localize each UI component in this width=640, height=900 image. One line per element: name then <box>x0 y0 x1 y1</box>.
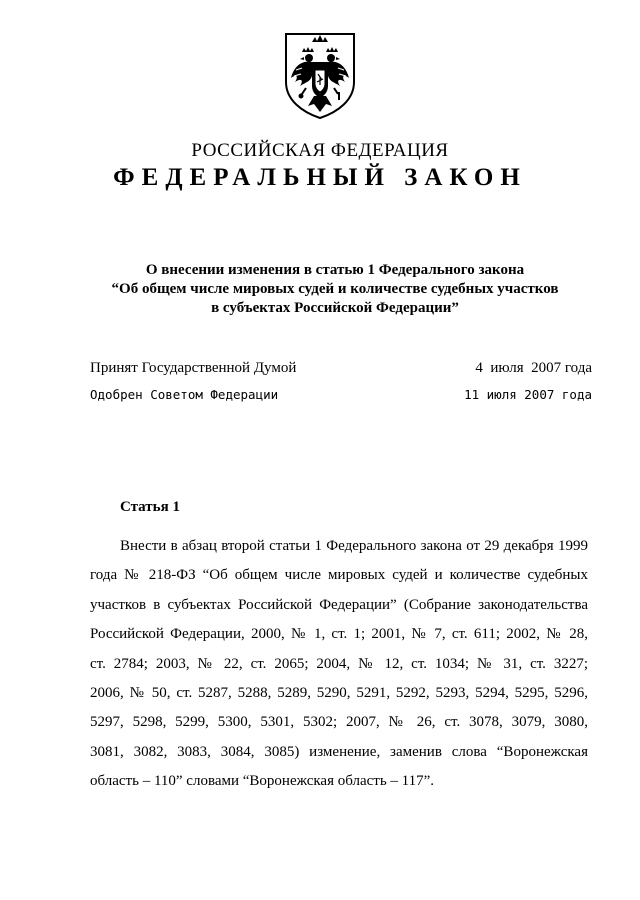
law-title-line: О внесении изменения в статью 1 Федерального закона <box>145 262 525 278</box>
adoption-council-date: 11 июля 2007 года <box>464 387 592 402</box>
law-title-line: “Об общем числе мировых судей и количестве судебных участков <box>111 281 559 297</box>
article-body-line: ст. 2784; 2003, № 22, ст. 2065; 2004, № 12, ст. 1034; № 31, ст. 3227; <box>90 655 588 672</box>
article-body-line: 3081, 3082, 3083, 3084, 3085) изменение, заменив слова “Воронежская <box>90 743 588 760</box>
article-body-line: участков в субъектах Российской Федерации” (Собрание законодательства <box>90 596 588 613</box>
adoption-duma-date: 4 июля 2007 года <box>475 360 592 376</box>
article-heading: Статья 1 <box>120 499 180 515</box>
law-title <box>60 261 610 318</box>
article-body-line: область – 110” словами “Воронежская область – 117”. <box>90 773 435 790</box>
article-body <box>90 532 588 797</box>
article-body-line: Российской Федерации, 2000, № 1, ст. 1; 2001, № 7, ст. 611; 2002, № 28, <box>90 626 588 643</box>
law-title-line: в субъектах Российской Федерации” <box>211 300 459 316</box>
coat-of-arms-emblem <box>282 30 358 120</box>
adoption-council-label: Одобрен Советом Федерации <box>90 387 279 402</box>
adoption-duma-label: Принят Государственной Думой <box>90 360 297 376</box>
article-body-line: 5297, 5298, 5299, 5300, 5301, 5302; 2007, № 26, ст. 3078, 3079, 3080, <box>90 714 588 731</box>
country-name: РОССИЙСКАЯ ФЕДЕРАЦИЯ <box>191 140 449 161</box>
law-type-heading: ФЕДЕРАЛЬНЫЙ ЗАКОН <box>113 164 527 191</box>
article-body-line: 2006, № 50, ст. 5287, 5288, 5289, 5290, 5291, 5292, 5293, 5294, 5295, 5296, <box>90 685 588 702</box>
article-body-line: года № 218-ФЗ “Об общем числе мировых судей и количестве судебных <box>90 567 588 584</box>
article-body-line: Внести в абзац второй статьи 1 Федерального закона от 29 декабря 1999 <box>120 538 588 554</box>
